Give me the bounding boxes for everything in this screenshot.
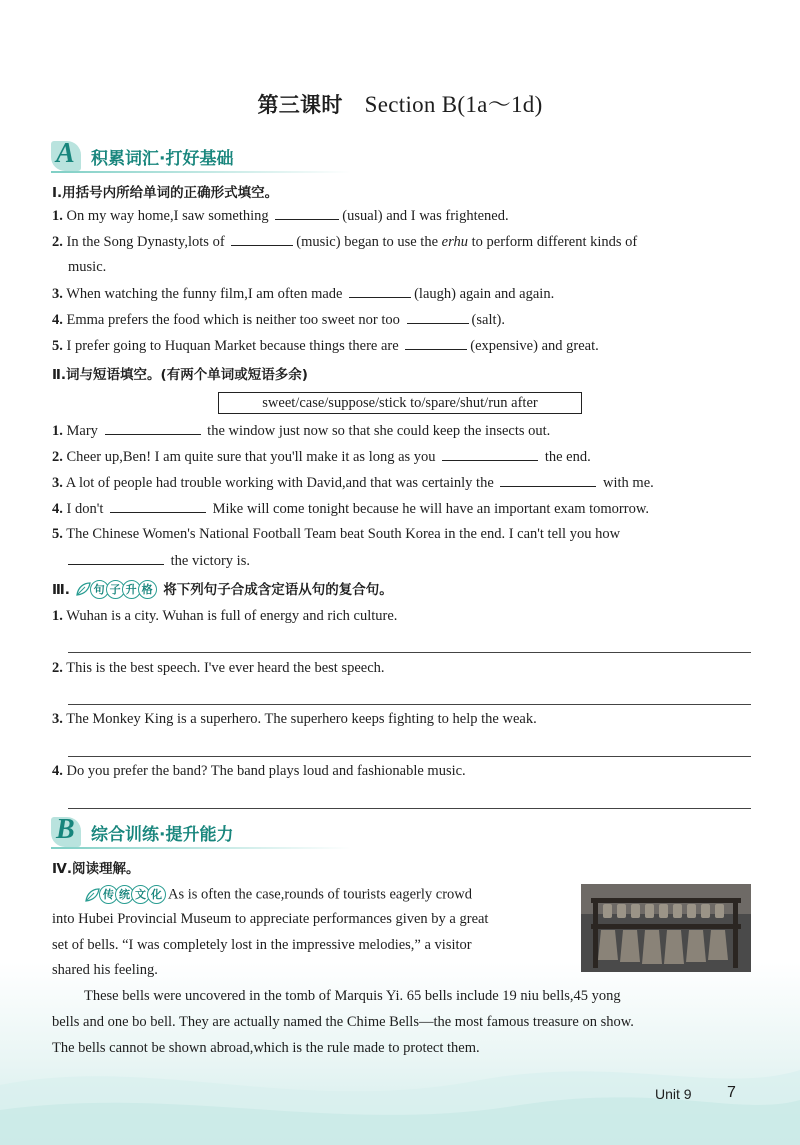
answer-line[interactable]: [68, 808, 751, 809]
leaf-icon: [84, 887, 100, 903]
part-2-item-1: 1. Mary the window just now so that she could keep the insects out.: [52, 423, 551, 439]
reading-para-1-line-3: set of bells. “I was completely lost in the impressive melodies,” a visitor: [52, 937, 472, 953]
part-2-item-5-cont: the victory is.: [68, 552, 250, 570]
part-3-item-2: 2. This is the best speech. I've ever heard the best speech.: [52, 660, 385, 676]
word-box: sweet/case/suppose/stick to/spare/shut/run after: [218, 392, 582, 414]
title-english: Section B(1a～1d): [364, 92, 543, 117]
footer-unit: Unit 9: [655, 1086, 692, 1102]
part-2-item-4: 4. I don't Mike will come tonight because he will have an important exam tomorrow.: [52, 501, 649, 517]
part-3-item-1: 1. Wuhan is a city. Wuhan is full of energy and rich culture.: [52, 608, 398, 624]
part-2-item-3: 3. A lot of people had trouble working with David,and that was certainly the with me.: [52, 475, 654, 491]
answer-blank[interactable]: [442, 448, 538, 461]
answer-blank[interactable]: [407, 311, 469, 324]
part-1-item-5: 5. I prefer going to Huquan Market because things there are (expensive) and great.: [52, 338, 599, 354]
answer-line[interactable]: [68, 756, 751, 757]
answer-blank[interactable]: [275, 207, 339, 220]
part-1-item-4: 4. Emma prefers the food which is neither too sweet nor too (salt).: [52, 312, 505, 328]
reading-para-1-line-1: 传 统 文 化 As is often the case,rounds of tourists eagerly crowd: [84, 885, 472, 905]
section-a-label: 积累词汇·打好基础: [91, 149, 234, 169]
section-a-underline: [51, 171, 351, 173]
answer-blank[interactable]: [405, 337, 467, 350]
part-2-heading: Ⅱ.词与短语填空。(有两个单词或短语多余): [52, 367, 308, 383]
part-4-heading: Ⅳ.阅读理解。: [52, 861, 140, 877]
part-3-heading: Ⅲ. 句 子 升 格 将下列句子合成含定语从句的复合句。: [52, 582, 393, 598]
part-2-item-5: 5. The Chinese Women's National Football Team beat South Korea in the end. I can't tell you how: [52, 526, 621, 542]
section-b-letter: B: [56, 814, 75, 845]
chime-bells-photo: [581, 884, 751, 972]
part-2-item-2: 2. Cheer up,Ben! I am quite sure that you'll make it as long as you the end.: [52, 449, 591, 465]
page-number: 7: [727, 1084, 736, 1101]
reading-para-2-line-2: bells and one bo bell. They are actually named the Chime Bells—the most famous treasure on show.: [52, 1014, 634, 1030]
answer-line[interactable]: [68, 652, 751, 653]
section-a-header: [51, 138, 351, 171]
section-b-underline: [51, 847, 351, 849]
answer-blank[interactable]: [110, 500, 206, 513]
answer-blank[interactable]: [231, 233, 293, 246]
bells-illustration: [581, 884, 751, 972]
part-1-item-2-cont: music.: [68, 259, 107, 275]
part-3-item-4: 4. Do you prefer the band? The band plays loud and fashionable music.: [52, 763, 466, 779]
title-chinese: 第三课时: [257, 93, 343, 117]
traditional-culture-tag: 传 统 文 化: [84, 885, 166, 905]
sentence-upgrade-tag: 句 子 升 格: [75, 580, 157, 600]
part-3-item-3: 3. The Monkey King is a superhero. The superhero keeps fighting to help the weak.: [52, 711, 537, 727]
answer-blank[interactable]: [68, 552, 164, 565]
answer-blank[interactable]: [105, 422, 201, 435]
section-a-letter: A: [56, 138, 75, 169]
reading-para-1-line-4: shared his feeling.: [52, 962, 158, 978]
section-b-header: [51, 814, 351, 847]
part-1-heading: Ⅰ.用括号内所给单词的正确形式填空。: [52, 185, 279, 201]
section-b-label: 综合训练·提升能力: [91, 825, 234, 845]
answer-blank[interactable]: [500, 474, 596, 487]
answer-blank[interactable]: [349, 285, 411, 298]
part-1-item-1: 1. On my way home,I saw something (usual) and I was frightened.: [52, 208, 509, 224]
leaf-icon: [75, 581, 91, 597]
answer-line[interactable]: [68, 704, 751, 705]
page-title: [0, 86, 800, 119]
reading-para-2-line-3: The bells cannot be shown abroad,which is the rule made to protect them.: [52, 1040, 480, 1056]
part-1-item-2: 2. In the Song Dynasty,lots of (music) began to use the erhu to perform different kinds of: [52, 234, 638, 250]
reading-para-1-line-2: into Hubei Provincial Museum to appreciate performances given by a great: [52, 911, 489, 927]
part-1-item-3: 3. When watching the funny film,I am often made (laugh) again and again.: [52, 286, 555, 302]
reading-para-2-line-1: These bells were uncovered in the tomb of Marquis Yi. 65 bells include 19 niu bells,45 yong: [84, 988, 621, 1004]
